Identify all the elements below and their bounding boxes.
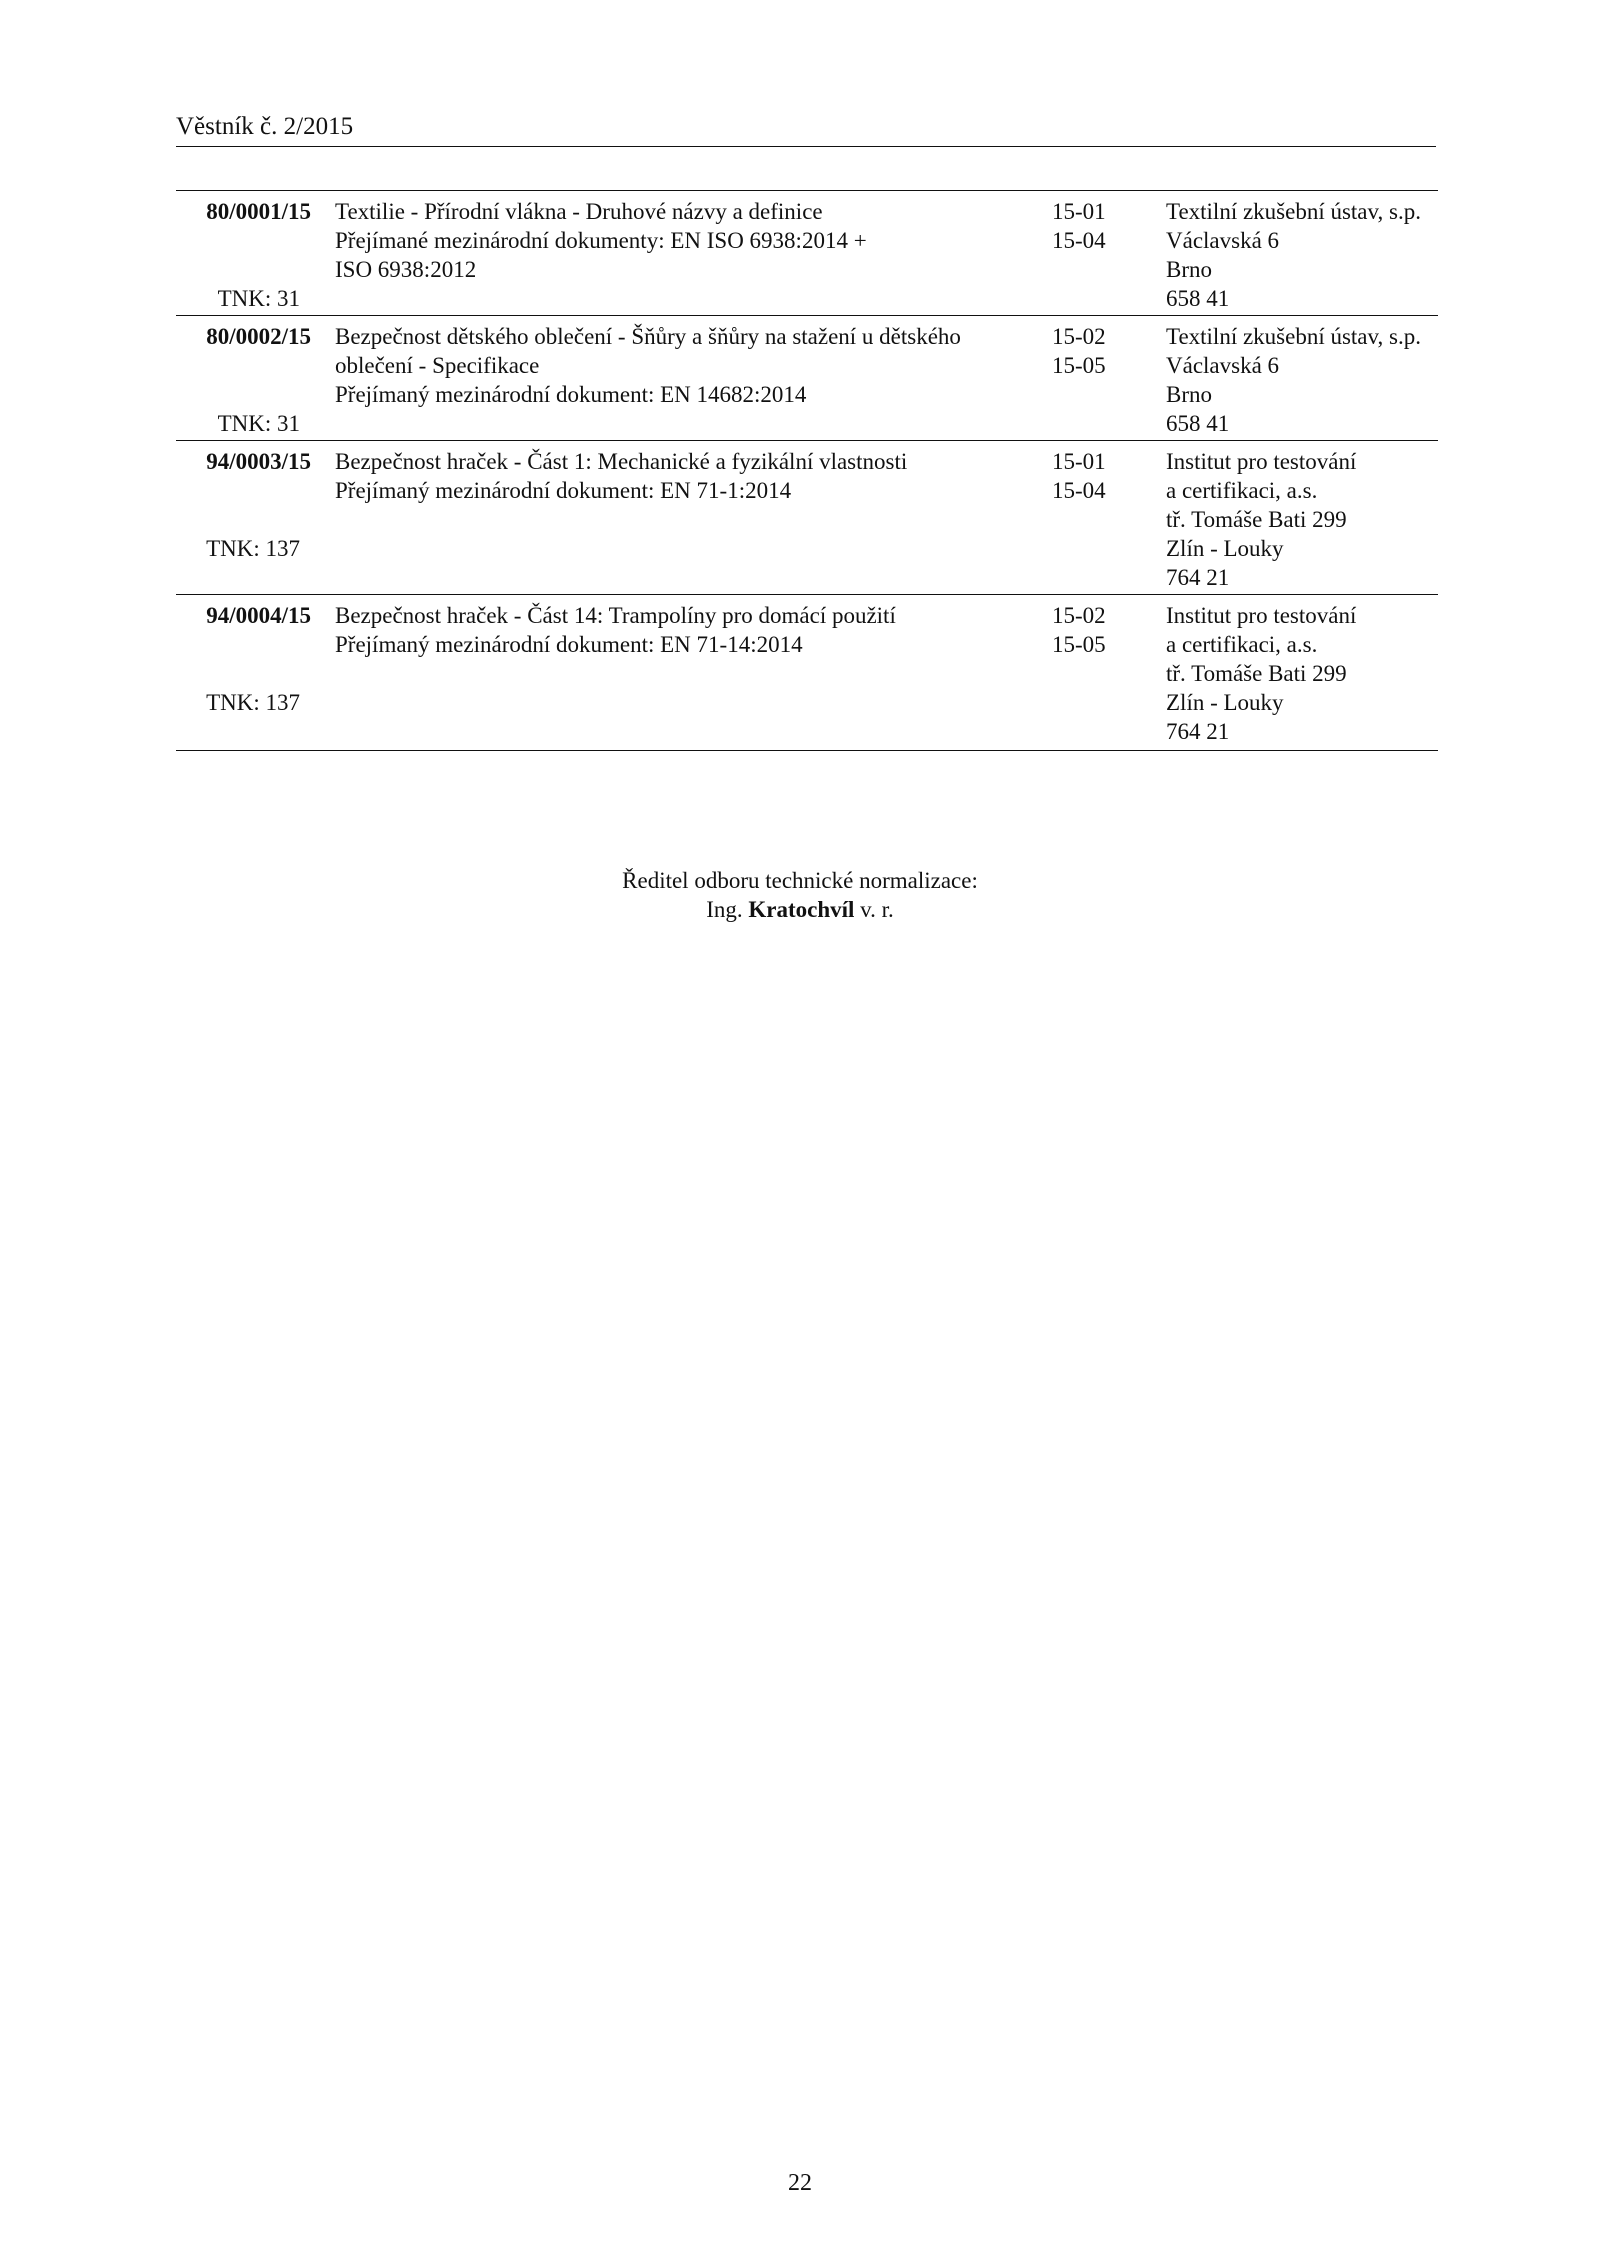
org-line: Brno bbox=[1166, 257, 1212, 282]
standard-title bbox=[335, 447, 1035, 505]
title-line: Přejímaný mezinárodní dokument: EN 71-14:2014 bbox=[335, 632, 803, 657]
dates bbox=[1052, 601, 1122, 659]
signatory-name: Kratochvíl bbox=[748, 897, 855, 922]
table-row bbox=[176, 191, 1438, 316]
title-line: ISO 6938:2012 bbox=[335, 257, 477, 282]
org-line: 764 21 bbox=[1166, 719, 1230, 744]
page-number: 22 bbox=[788, 2170, 812, 2196]
signatory-role: Ředitel odboru technické normalizace: bbox=[622, 868, 978, 893]
title-line: Bezpečnost hraček - Část 1: Mechanické a fyzikální vlastnosti bbox=[335, 449, 908, 474]
org-line: 764 21 bbox=[1166, 565, 1230, 590]
org-line: Institut pro testování bbox=[1166, 603, 1357, 628]
signatory-name-line bbox=[0, 895, 1600, 924]
standard-title bbox=[335, 601, 1035, 659]
title-line: Přejímaný mezinárodní dokument: EN 14682:2014 bbox=[335, 382, 807, 407]
table-row bbox=[176, 316, 1438, 441]
standards-table bbox=[176, 190, 1438, 751]
tnk-label: TNK: 137 bbox=[206, 536, 300, 561]
org-line: 658 41 bbox=[1166, 411, 1230, 436]
standard-id: 94/0004/15 bbox=[206, 603, 311, 628]
org-line: Textilní zkušební ústav, s.p. bbox=[1166, 199, 1421, 224]
org-line: 658 41 bbox=[1166, 286, 1230, 311]
standard-title bbox=[335, 197, 1035, 284]
date-start: 15-02 bbox=[1052, 324, 1106, 349]
date-start: 15-01 bbox=[1052, 199, 1106, 224]
org-line: tř. Tomáše Bati 299 bbox=[1166, 661, 1347, 686]
tnk-label: TNK: 137 bbox=[206, 690, 300, 715]
title-line: Bezpečnost hraček - Část 14: Trampolíny pro domácí použití bbox=[335, 603, 896, 628]
date-end: 15-05 bbox=[1052, 353, 1106, 378]
standard-id: 80/0002/15 bbox=[206, 324, 311, 349]
date-start: 15-01 bbox=[1052, 449, 1106, 474]
title-line: Přejímané mezinárodní dokumenty: EN ISO 6938:2014 + bbox=[335, 228, 867, 253]
org-line: tř. Tomáše Bati 299 bbox=[1166, 507, 1347, 532]
org-line: Václavská 6 bbox=[1166, 353, 1280, 378]
tnk-label: TNK: 31 bbox=[217, 286, 300, 311]
standard-title bbox=[335, 322, 1035, 409]
org-line: a certifikaci, a.s. bbox=[1166, 478, 1318, 503]
organization bbox=[1166, 322, 1441, 438]
dates bbox=[1052, 322, 1122, 380]
organization bbox=[1166, 601, 1441, 746]
org-line: Zlín - Louky bbox=[1166, 690, 1284, 715]
org-line: a certifikaci, a.s. bbox=[1166, 632, 1318, 657]
signatory-prefix: Ing. bbox=[706, 897, 743, 922]
signature-block bbox=[0, 866, 1600, 924]
standard-id: 80/0001/15 bbox=[206, 199, 311, 224]
org-line: Textilní zkušební ústav, s.p. bbox=[1166, 324, 1421, 349]
date-start: 15-02 bbox=[1052, 603, 1106, 628]
date-end: 15-04 bbox=[1052, 228, 1106, 253]
dates bbox=[1052, 197, 1122, 255]
tnk-label: TNK: 31 bbox=[217, 411, 300, 436]
table-row bbox=[176, 595, 1438, 751]
journal-title: Věstník č. 2/2015 bbox=[176, 113, 354, 140]
title-line: oblečení - Specifikace bbox=[335, 353, 540, 378]
organization bbox=[1166, 447, 1441, 592]
title-line: Bezpečnost dětského oblečení - Šňůry a šňůry na stažení u dětského bbox=[335, 324, 961, 349]
org-line: Václavská 6 bbox=[1166, 228, 1280, 253]
standard-id: 94/0003/15 bbox=[206, 449, 311, 474]
org-line: Zlín - Louky bbox=[1166, 536, 1284, 561]
title-line: Textilie - Přírodní vlákna - Druhové názvy a definice bbox=[335, 199, 823, 224]
dates bbox=[1052, 447, 1122, 505]
org-line: Institut pro testování bbox=[1166, 449, 1357, 474]
title-line: Přejímaný mezinárodní dokument: EN 71-1:2014 bbox=[335, 478, 792, 503]
org-line: Brno bbox=[1166, 382, 1212, 407]
organization bbox=[1166, 197, 1441, 313]
date-end: 15-05 bbox=[1052, 632, 1106, 657]
signatory-suffix: v. r. bbox=[860, 897, 894, 922]
page-header bbox=[176, 112, 1436, 147]
table-row bbox=[176, 441, 1438, 595]
date-end: 15-04 bbox=[1052, 478, 1106, 503]
